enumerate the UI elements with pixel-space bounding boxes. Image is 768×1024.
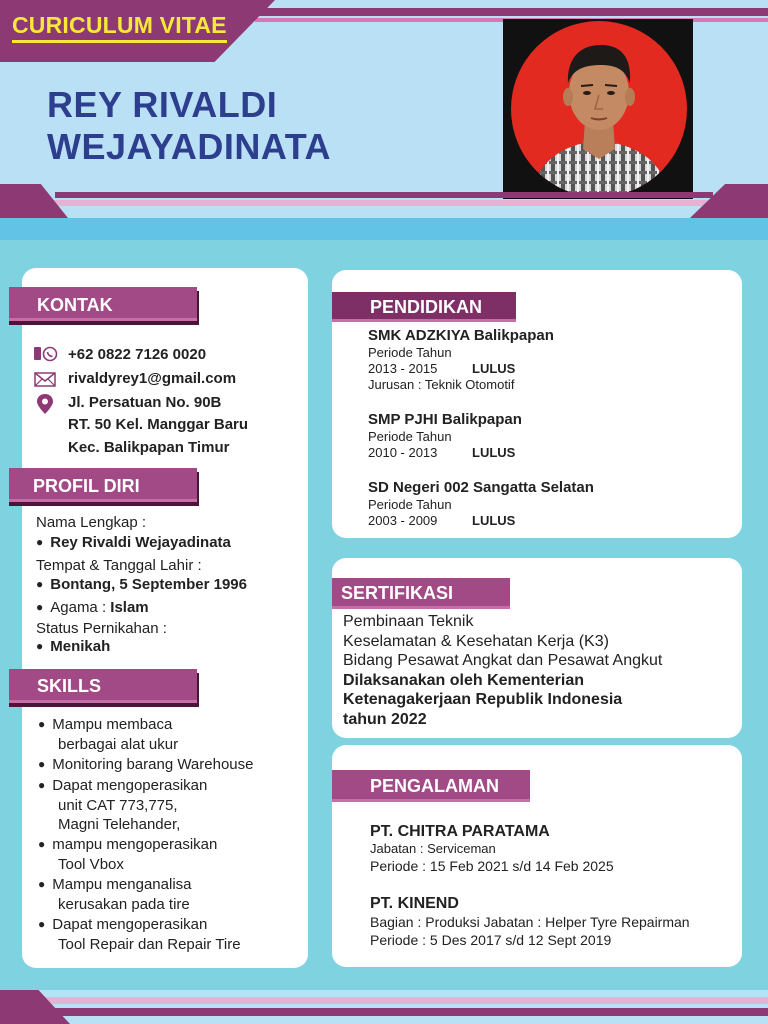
job-period: Periode : 5 Des 2017 s/d 12 Sept 2019 (370, 932, 612, 948)
footer-stripe (40, 1008, 768, 1016)
job-role: Bagian : Produksi Jabatan : Helper Tyre Repairman (370, 914, 690, 930)
cert-line: Ketenagakerjaan Republik Indonesia (343, 691, 623, 708)
skill-line: Magni Telehander, (58, 816, 181, 833)
school-name: SMK ADZKIYA Balikpapan (368, 327, 554, 344)
education-entry (368, 410, 728, 461)
skill-item (38, 755, 303, 775)
email-address: rivaldyrey1@gmail.com (68, 370, 237, 387)
skill-line: berbagai alat ukur (58, 736, 179, 753)
envelope-icon (34, 372, 56, 392)
name-line-2: WEJAYADINATA (47, 126, 332, 167)
company-name: PT. CHITRA PARATAMA (370, 823, 550, 840)
header-bottom-stripe (55, 192, 713, 198)
skill-line: ● Dapat mengoperasikan (38, 915, 303, 935)
skill-item (38, 776, 303, 834)
header-band (0, 218, 768, 240)
experience-list (370, 822, 738, 949)
section-heading-pengalaman: PENGALAMAN (332, 770, 530, 802)
address-line-1: Jl. Persatuan No. 90B (68, 394, 222, 411)
period-label: Periode Tahun (368, 345, 452, 360)
skill-line: ● Mampu menganalisa (38, 875, 303, 895)
address-line-3: Kec. Balikpapan Timur (68, 439, 230, 456)
section-heading-skills: SKILLS (9, 669, 197, 703)
skill-line: ● Monitoring barang Warehouse (38, 755, 303, 775)
phone-whatsapp-icon (34, 346, 58, 367)
document-title: CURICULUM VITAE (12, 12, 227, 43)
period-years: 2003 - 2009 (368, 513, 438, 528)
period-years: 2013 - 2015 (368, 361, 438, 376)
skill-line: ● Mampu membaca (38, 715, 303, 735)
section-heading-sertifikasi: SERTIFIKASI (332, 578, 510, 609)
header-stripe (250, 8, 768, 16)
location-pin-icon (36, 393, 54, 420)
period-label: Periode Tahun (368, 429, 452, 444)
skill-line: kerusakan pada tire (58, 896, 190, 913)
skill-line: Tool Repair dan Repair Tire (58, 936, 241, 953)
marital-value: ● Menikah (36, 637, 110, 657)
section-heading-profil: PROFIL DIRI (9, 468, 197, 502)
name-label: Nama Lengkap : (36, 514, 147, 531)
education-list (368, 326, 728, 529)
period-label: Periode Tahun (368, 497, 452, 512)
skill-line: unit CAT 773,775, (58, 797, 178, 814)
name-value: ● Rey Rivaldi Wejayadinata (36, 533, 231, 553)
section-heading-kontak: KONTAK (9, 287, 197, 321)
certification-text (343, 612, 738, 729)
skill-item (38, 715, 303, 754)
header-bottom-stripe (0, 200, 768, 206)
period-years: 2010 - 2013 (368, 445, 438, 460)
skill-line: Tool Vbox (58, 856, 124, 873)
major: Jurusan : Teknik Otomotif (368, 377, 515, 392)
skill-item (38, 875, 303, 914)
cert-line: Keselamatan & Kesehatan Kerja (K3) (343, 632, 609, 650)
name-line-1: REY RIVALDI (47, 84, 278, 125)
graduation-status: LULUS (472, 361, 516, 376)
company-name: PT. KINEND (370, 895, 459, 912)
education-entry (368, 478, 728, 529)
section-heading-pendidikan: PENDIDIKAN (332, 292, 516, 322)
religion-row (36, 598, 149, 618)
marital-label: Status Pernikahan : (36, 620, 167, 637)
address-line-2: RT. 50 Kel. Manggar Baru (68, 416, 249, 433)
cert-line: Dilaksanakan oleh Kementerian (343, 671, 584, 689)
religion-label: Agama : (50, 599, 111, 616)
birth-value: ● Bontang, 5 September 1996 (36, 575, 247, 595)
graduation-status: LULUS (472, 513, 516, 528)
experience-entry (370, 822, 738, 875)
experience-entry (370, 894, 738, 949)
religion-value: Islam (110, 599, 149, 616)
full-name (47, 84, 331, 168)
photo-circle (511, 21, 687, 197)
skill-line: ● mampu mengoperasikan (38, 835, 303, 855)
job-role: Jabatan : Serviceman (370, 841, 496, 856)
footer-stripe (0, 997, 768, 1004)
birth-label: Tempat & Tanggal Lahir : (36, 557, 202, 574)
cert-line: Bidang Pesawat Angkat dan Pesawat Angkut (343, 652, 663, 669)
cert-line: tahun 2022 (343, 710, 427, 728)
skill-line: ● Dapat mengoperasikan (38, 776, 303, 796)
school-name: SD Negeri 002 Sangatta Selatan (368, 479, 594, 496)
profile-photo (503, 19, 693, 199)
job-period: Periode : 15 Feb 2021 s/d 14 Feb 2025 (370, 858, 614, 874)
skill-item (38, 835, 303, 874)
person-portrait (511, 21, 687, 197)
footer-background (0, 990, 768, 1024)
education-entry (368, 326, 728, 393)
phone-number: +62 0822 7126 0020 (68, 346, 207, 363)
graduation-status: LULUS (472, 445, 516, 460)
school-name: SMP PJHI Balikpapan (368, 411, 522, 428)
cert-line: Pembinaan Teknik (343, 613, 474, 630)
skill-item (38, 915, 303, 954)
skills-list (38, 715, 303, 954)
